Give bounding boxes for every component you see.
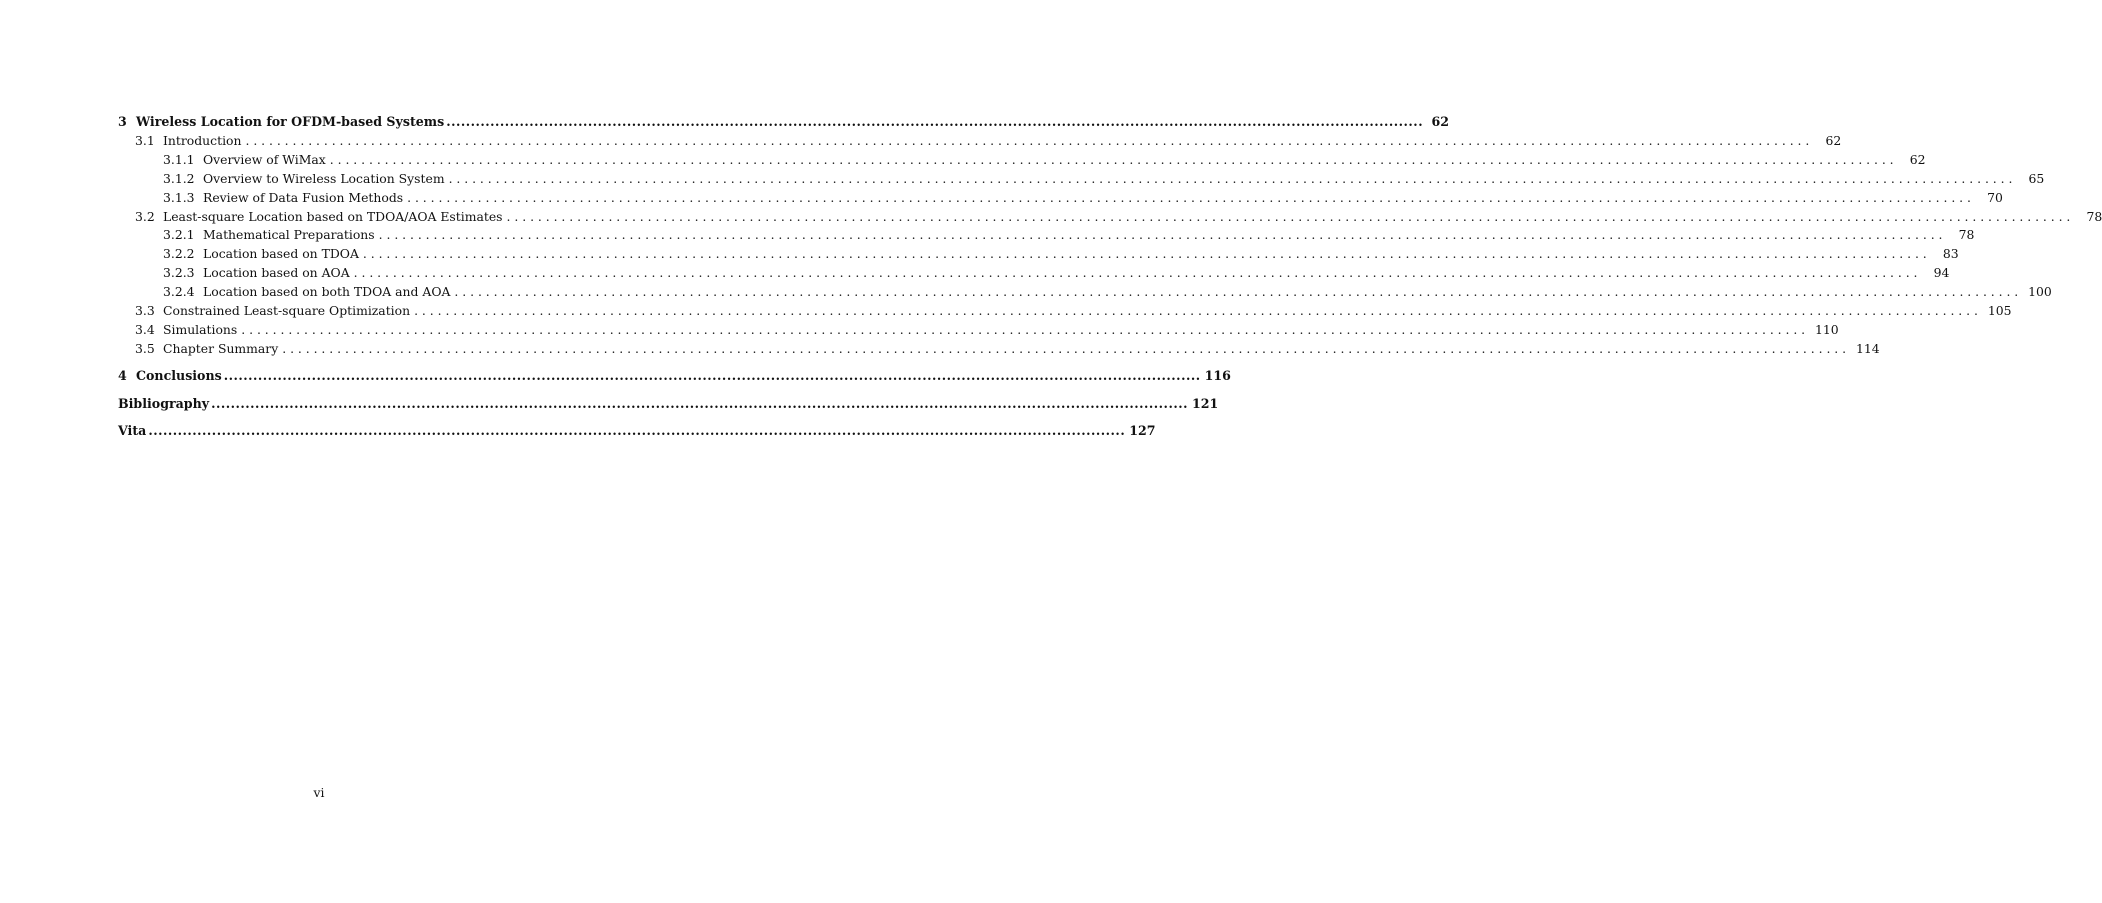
toc-page: 114 <box>1855 340 1880 356</box>
dot-leader: ........................................................................................................................................................................................................ <box>282 340 1850 356</box>
dot-leader: ........................................................................................................................................................................................................ <box>223 368 1201 384</box>
toc-entry-3-5[interactable] <box>118 340 1880 359</box>
dot-leader: ........................................................................................................................................................................................................ <box>329 151 1898 167</box>
dot-leader: ........................................................................................................................................................................................................ <box>454 284 2023 300</box>
toc-title: Overview to Wireless Location System <box>203 170 445 186</box>
toc-title: Introduction <box>163 132 242 148</box>
dot-leader: ........................................................................................................................................................................................................ <box>148 423 1126 439</box>
toc-title: Location based on TDOA <box>203 246 359 262</box>
toc-entry-3-3[interactable] <box>118 302 2012 321</box>
dot-leader: ........................................................................................................................................................................................................ <box>241 321 1810 337</box>
table-of-contents <box>118 113 2102 441</box>
toc-page: 62 <box>1909 151 1926 167</box>
toc-number: 3.4 <box>135 321 155 337</box>
toc-page: 105 <box>1987 303 2012 319</box>
toc-title: Wireless Location for OFDM-based Systems <box>136 114 445 129</box>
toc-title: Simulations <box>163 321 238 337</box>
toc-page: 70 <box>1987 189 2003 205</box>
toc-entry-bibliography[interactable] <box>118 395 1219 414</box>
dot-leader: ........................................................................................................................................................................................................ <box>414 303 1982 319</box>
toc-number: 3.3 <box>135 303 155 319</box>
toc-page: 94 <box>1933 265 1950 281</box>
toc-page: 121 <box>1191 395 1219 411</box>
toc-entry-3-1-2[interactable] <box>118 170 2045 189</box>
dot-leader: ........................................................................................................................................................................................................ <box>506 208 2075 224</box>
toc-number: 3 <box>118 114 127 129</box>
toc-entry-chapter-4[interactable] <box>118 367 1231 386</box>
toc-title: Vita <box>118 423 147 439</box>
page-number: vi <box>313 785 325 800</box>
toc-title: Location based on both TDOA and AOA <box>203 284 451 300</box>
toc-title: Review of Data Fusion Methods <box>203 189 404 205</box>
toc-number: 3.2 <box>135 208 155 224</box>
toc-title: Mathematical Preparations <box>203 227 375 243</box>
dot-leader: ........................................................................................................................................................................................................ <box>448 170 2017 186</box>
dot-leader: ........................................................................................................................................................................................................ <box>407 189 1975 205</box>
toc-number: 3.2.2 <box>163 246 195 262</box>
toc-entry-3-2[interactable] <box>118 208 2102 227</box>
toc-title: Overview of WiMax <box>203 151 326 167</box>
toc-page: 127 <box>1129 423 1156 439</box>
dot-leader: ........................................................................................................................................................................................................ <box>362 246 1931 262</box>
toc-entry-vita[interactable] <box>118 422 1156 441</box>
toc-number: 3.5 <box>135 340 155 356</box>
toc-page: 83 <box>1942 246 1959 262</box>
toc-page: 78 <box>2086 208 2102 224</box>
toc-title: Location based on AOA <box>203 265 350 281</box>
toc-page: 78 <box>1958 227 1975 243</box>
toc-entry-3-2-2[interactable] <box>118 245 1959 264</box>
toc-number: 4 <box>118 368 127 384</box>
toc-entry-3-2-3[interactable] <box>118 264 1950 283</box>
toc-number: 3.2.4 <box>163 284 195 300</box>
toc-title: Least-square Location based on TDOA/AOA Estimates <box>163 208 503 224</box>
toc-entry-3-1-3[interactable] <box>118 189 2003 208</box>
toc-entry-3-4[interactable] <box>118 321 1839 340</box>
dot-leader: ........................................................................................................................................................................................................ <box>245 132 1814 148</box>
dot-leader: ........................................................................................................................................................................................................ <box>353 265 1922 281</box>
toc-number: 3.1.3 <box>163 189 195 205</box>
toc-title: Chapter Summary <box>163 340 279 356</box>
toc-number: 3.2.3 <box>163 265 195 281</box>
dot-leader: ........................................................................................................................................................................................................ <box>378 227 1947 243</box>
toc-number: 3.2.1 <box>163 227 195 243</box>
toc-entry-chapter-3[interactable] <box>118 113 1450 132</box>
toc-page: 62 <box>1825 132 1842 148</box>
toc-number: 3.1.2 <box>163 170 195 186</box>
toc-page: 62 <box>1431 114 1450 129</box>
toc-title: Bibliography <box>118 395 210 411</box>
toc-page: 116 <box>1204 368 1231 384</box>
toc-number: 3.1 <box>135 132 155 148</box>
toc-entry-3-1[interactable] <box>118 132 1842 151</box>
toc-entry-3-2-1[interactable] <box>118 226 1975 245</box>
toc-title: Constrained Least-square Optimization <box>163 303 411 319</box>
toc-page: 100 <box>2028 284 2052 300</box>
dot-leader: ........................................................................................................................................................................................................ <box>446 114 1424 129</box>
toc-page: 110 <box>1815 321 1839 337</box>
toc-title: Conclusions <box>136 368 222 384</box>
toc-entry-3-1-1[interactable] <box>118 151 1926 170</box>
toc-number: 3.1.1 <box>163 151 195 167</box>
toc-page: 65 <box>2028 170 2045 186</box>
toc-entry-3-2-4[interactable] <box>118 283 2052 302</box>
dot-leader: ........................................................................................................................................................................................................ <box>211 395 1188 411</box>
